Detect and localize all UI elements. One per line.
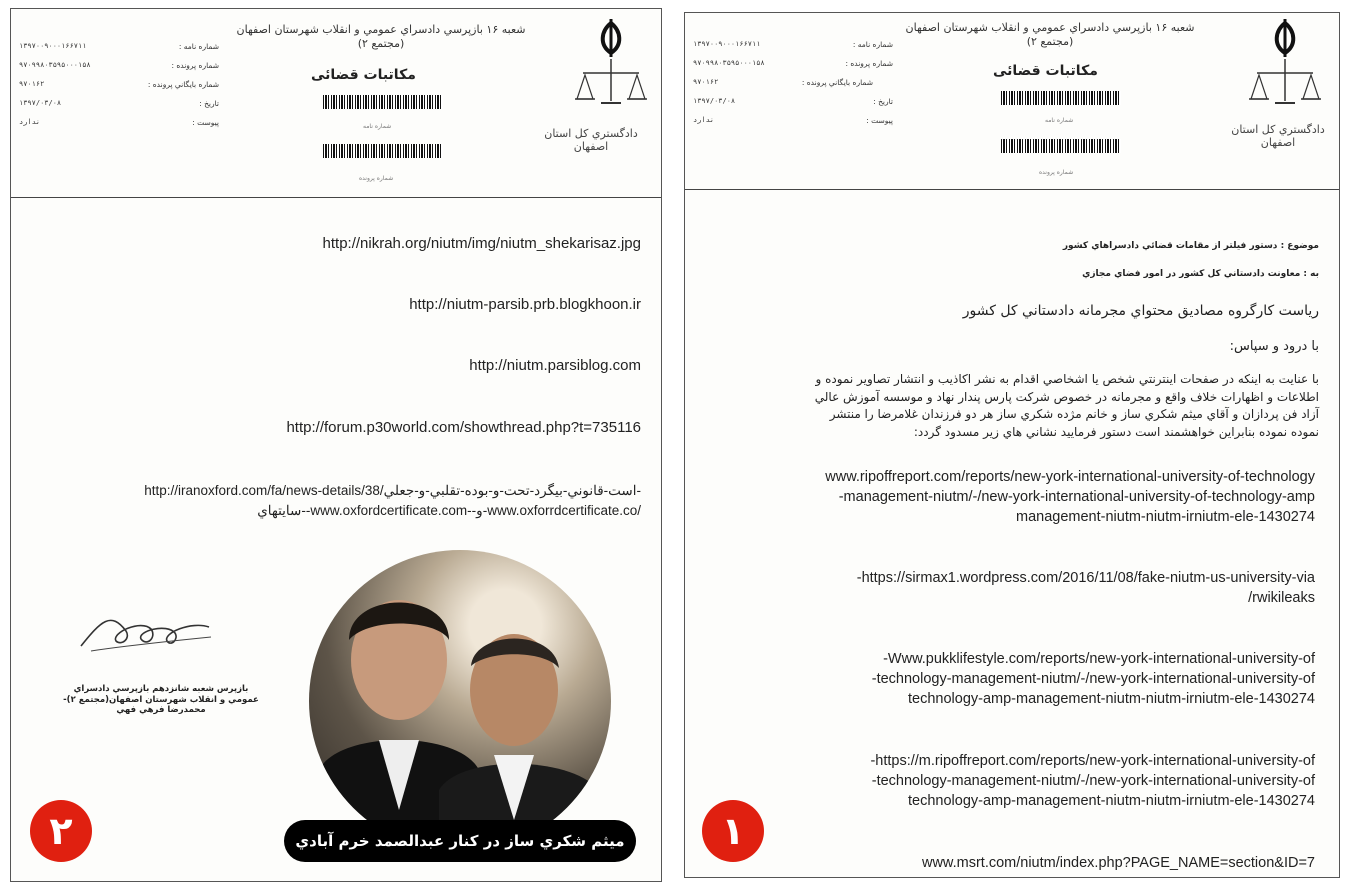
- date-label: تاريخ :: [199, 99, 219, 108]
- letter-title: مكاتبات قضائى: [311, 67, 416, 83]
- body-line-2: اطلاعات و اظهارات خلاف واقع و مجرمانه در خصوص شركت پارس پندار نهاد و موسسه آموزش عالي: [814, 389, 1319, 404]
- court-line-2: اصفهان: [1260, 136, 1296, 150]
- branch-line-1: شعبه ۱۶ بازپرسي دادسراي عمومي و انقلاب شهرستان اصفهان: [236, 23, 526, 36]
- addressee: رياست كارگروه مصاديق محتواي مجرمانه دادستاني كل كشور: [962, 303, 1319, 319]
- url-line: -technology-management-niutm/-/new-york-international-university-of: [871, 773, 1315, 789]
- badge-number-2: ۲: [30, 800, 92, 862]
- attachment-value: ندارد: [19, 118, 41, 126]
- attachment-label: پيوست :: [192, 118, 219, 127]
- greeting: با درود و سپاس:: [1229, 339, 1319, 354]
- subject-line: [1063, 241, 1319, 251]
- barcode-file: [1001, 139, 1121, 153]
- url-line: www.msrt.com/niutm/index.php?PAGE_NAME=section&ID=7: [921, 855, 1315, 871]
- signatory-line-3: محمدرضا فرهي فهي: [116, 705, 206, 716]
- date-value: ۱۳۹۷/۰۳/۰۸: [693, 97, 736, 105]
- letter-no-label: شماره نامه :: [852, 40, 893, 49]
- barcode-letter: [1001, 91, 1121, 105]
- blocked-url-block-1: [825, 467, 1315, 527]
- photo-caption: ميثم شكري ساز در كنار عبدالصمد خرم آبادي: [284, 820, 636, 862]
- branch-title: [216, 23, 546, 51]
- blocked-url-block-4: [870, 751, 1315, 811]
- branch-title: [885, 21, 1215, 49]
- url-line: technology-amp-management-niutm-niutm-irniutm-ele-1430274: [908, 793, 1315, 809]
- barcode-file: [323, 144, 443, 158]
- archive-no-value: ۹۷۰۱۶۲: [693, 78, 719, 86]
- recipient-label: به :: [1303, 269, 1319, 279]
- iran-emblem-icon: [571, 17, 651, 107]
- blocked-url-block-3: [872, 649, 1315, 709]
- letter-no-label: شماره نامه :: [178, 42, 219, 51]
- archive-no-value: ۹۷۰۱۶۲: [19, 80, 45, 88]
- iran-emblem-icon: [1245, 17, 1325, 107]
- attachment-value: ندارد: [693, 116, 715, 124]
- court-line-1: دادگستري كل استان: [1231, 123, 1325, 136]
- blocked-url-5-line-1: http://iranoxford.com/fa/news-details/38/است-قانوني-بيگرد-تحت-و-بوده-تقلبي-و-جعلي-: [144, 483, 641, 498]
- barcode-file-label: شماره پرونده: [1039, 169, 1074, 176]
- archive-no-label: شماره بايگاني پرونده :: [147, 80, 219, 89]
- signature-icon: [71, 601, 221, 661]
- file-no-value: ۹۷۰۹۹۸۰۳۵۹۵۰۰۰۱۵۸: [19, 61, 91, 69]
- court-name: [541, 127, 641, 153]
- url-line: /rwikileaks: [1248, 590, 1315, 606]
- court-line-1: دادگستري كل استان: [544, 127, 638, 140]
- photo-people-icon: [309, 550, 611, 852]
- url-line: -management-niutm/-/new-york-international-university-of-technology-amp: [838, 489, 1315, 505]
- letter-header: [685, 13, 1339, 190]
- blocked-url-3: http://niutm.parsiblog.com: [469, 357, 641, 374]
- file-no-value: ۹۷۰۹۹۸۰۳۵۹۵۰۰۰۱۵۸: [693, 59, 765, 67]
- court-line-2: اصفهان: [573, 140, 609, 154]
- signatory-line-1: بازپرس شعبه شانزدهم بازپرسي دادسراي: [73, 684, 249, 694]
- barcode-letter: [323, 95, 443, 109]
- recipient-line: [1082, 269, 1319, 279]
- barcode-letter-label: شماره نامه: [363, 123, 392, 130]
- date-value: ۱۳۹۷/۰۳/۰۸: [19, 99, 62, 107]
- body-line-3: آزاد فن پردازان و آقاي ميثم شكري ساز و خانم مژده شكري ساز هر دو فرزندان غلامرضا را منتشر: [829, 407, 1319, 421]
- blocked-url-5-line-2: سايتهاي--www.oxfordcertificate.com--و-www.oxforrdcertificate.co/: [257, 503, 641, 518]
- letter-title: مكاتبات قضائى: [993, 63, 1098, 79]
- branch-line-2: (مجتمع ۲): [357, 36, 405, 50]
- blocked-url-block-2: [857, 568, 1315, 608]
- letter-no-value: ۱۳۹۷۰۰۹۰۰۰۱۶۶۷۱۱: [693, 40, 761, 48]
- blocked-url-block-5: [922, 855, 1315, 871]
- subject-text: دستور فيلتر از مقامات قضائي دادسراهاي كشور: [1062, 241, 1278, 251]
- url-line: technology-amp-management-niutm-niutm-irniutm-ele-1430274: [908, 691, 1315, 707]
- letter-body: [689, 371, 1319, 441]
- meta-fields: [693, 41, 893, 136]
- url-line: -Www.pukklifestyle.com/reports/new-york-international-university-of: [883, 651, 1315, 667]
- body-line-1: با عنايت به اينكه در صفحات اينترنتي شخص يا اشخاصي اقدام به نشر اكاذيب و انتشار تصاوير نموده و: [815, 372, 1319, 386]
- court-name: [1225, 123, 1331, 149]
- recipient-text: معاونت دادستاني كل كشور در امور فضاي مجازي: [1082, 269, 1301, 279]
- file-no-label: شماره پرونده :: [845, 59, 893, 68]
- branch-line-2: (مجتمع ۲): [1026, 34, 1074, 48]
- barcode-letter-label: شماره نامه: [1045, 117, 1074, 124]
- attachment-label: پيوست :: [866, 116, 893, 125]
- person-photo: [309, 550, 611, 852]
- meta-fields: [19, 43, 219, 138]
- branch-line-1: شعبه ۱۶ بازپرسي دادسراي عمومي و انقلاب شهرستان اصفهان: [905, 21, 1195, 34]
- barcode-file-label: شماره پرونده: [359, 175, 394, 182]
- body-line-4: نموده نموده بنابراين خواهشمند است دستور فرماييد نشاني هاي زير مسدود گردد:: [913, 424, 1319, 439]
- archive-no-label: شماره بايگاني پرونده :: [801, 78, 873, 87]
- subject-label: موضوع :: [1280, 241, 1319, 251]
- signatory-block: [41, 684, 281, 716]
- signatory-line-2: عمومي و انقلاب شهرستان اصفهان(مجتمع ۲)-: [63, 694, 259, 705]
- url-line: -technology-management-niutm/-/new-york-international-university-of: [871, 671, 1315, 687]
- blocked-url-4: http://forum.p30world.com/showthread.php?t=735116: [286, 419, 641, 436]
- file-no-label: شماره پرونده :: [171, 61, 219, 70]
- url-line: -https://m.ripoffreport.com/reports/new-york-international-university-of: [870, 753, 1315, 769]
- blocked-url-2: http://niutm-parsib.prb.blogkhoon.ir: [409, 296, 641, 313]
- url-line: -https://sirmax1.wordpress.com/2016/11/08/fake-niutm-us-university-via: [856, 570, 1315, 586]
- url-line: management-niutm-niutm-irniutm-ele-1430274: [1016, 509, 1315, 525]
- document-page-1: [684, 12, 1340, 878]
- letter-header: [11, 9, 661, 198]
- date-label: تاريخ :: [873, 97, 893, 106]
- badge-number-1: ۱: [702, 800, 764, 862]
- url-line: www.ripoffreport.com/reports/new-york-international-university-of-technology: [825, 469, 1315, 485]
- letter-no-value: ۱۳۹۷۰۰۹۰۰۰۱۶۶۷۱۱: [19, 42, 87, 50]
- blocked-url-1: http://nikrah.org/niutm/img/niutm_shekarisaz.jpg: [322, 235, 641, 252]
